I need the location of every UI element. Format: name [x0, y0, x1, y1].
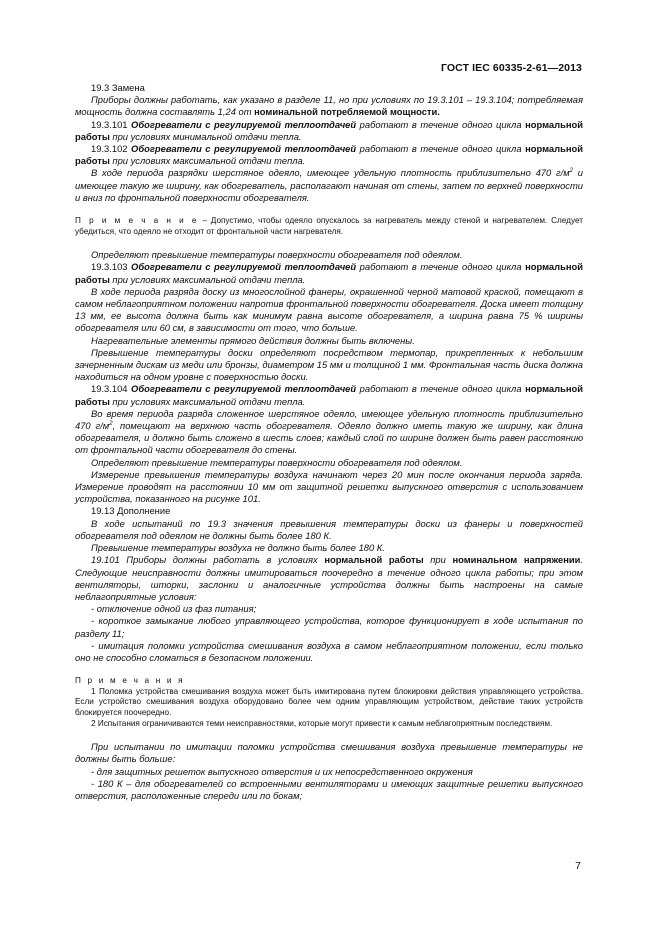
final-item: - 180 К – для обогревателей со встроенными вентиляторами и имеющих защитные решетки выпускного отверстия, расположенные спереди или по бокам;	[75, 777, 583, 801]
section-19-3-102	[75, 143, 583, 167]
text-fragment: при условиях максимальной отдачи тепла.	[109, 155, 306, 167]
section-19-3-103-pre: Определяют превышение температуры поверхности обогревателя под одеялом.	[91, 249, 463, 261]
section-19-3-103-thermocouples: Превышение температуры доски определяют посредством термопар, прикрепленных к небольшим зачерненным дискам из меди или бронзы, диаметром 15 мм и толщиной 1 мм. Фронтальная часть диска должна находиться на одном уровне с поверхностью доски.	[75, 346, 583, 383]
text-fragment: при условиях максимальной отдачи тепла.	[109, 273, 306, 285]
section-19-3-text	[75, 94, 583, 118]
text-fragment: и имеющее такую же ширину, как обогреватель, располагают начиная от стены, затем по верхней поверхности и вниз по фронтальной поверхности обогревателя.	[75, 167, 583, 203]
text-fragment: работают в течение одного цикла	[356, 261, 526, 273]
clause-number: 19.3.101	[91, 118, 132, 130]
section-19-3-104	[75, 383, 583, 407]
note-1	[75, 216, 583, 237]
text-fragment: потребляемая мощность должна составлять 1,24 от	[75, 94, 583, 118]
fault-item: - короткое замыкание любого управляющего устройства, которое функционирует в ходе испытания по разделу 11;	[75, 615, 583, 639]
term-bold: Обогреватели с регулируемой теплоотдачей	[131, 118, 357, 130]
term-bold: Обогреватели с регулируемой теплоотдачей	[131, 261, 357, 273]
clause-number: 19.3.104	[91, 383, 132, 395]
notes-2-label	[75, 676, 583, 687]
section-19-3-103	[75, 261, 583, 285]
text-fragment: , помещают на верхнюю часть обогревателя. Одеяло должно иметь такую же ширину, как длина обогревателя, и должно быть сложено в шесть слоев; каждый слой по ширине должен быть равен расстоянию от фронтальной части обогревателя до стены.	[75, 420, 583, 456]
note-label: П р и м е ч а н и е	[75, 216, 199, 226]
section-19-3-104-blanket	[75, 408, 583, 457]
superscript: 2	[569, 168, 573, 175]
section-19-13-title: 19.13 Дополнение	[91, 505, 171, 517]
document-body	[75, 82, 583, 802]
final-item: - для защитных решеток выпускного отверстия и их непосредственного окружения	[91, 765, 473, 777]
text-fragment: . Следующие неисправности должны имитироваться поочередно в течение одного цикла работы; при этом вентиляторы, шторки, заслонки и аналогичные устройства должны быть настроены на самые неблагоприятные условия:	[75, 554, 583, 602]
term-bold: нормальной работы	[75, 383, 583, 407]
section-19-13-text-1: В ходе испытаний по 19.3 значения превышения температуры доски из фанеры и поверхностей обогревателя под одеялом не должны быть более 180 К.	[75, 517, 583, 541]
term-bold: номинальной потребляемой мощности.	[254, 106, 440, 118]
page-number: 7	[575, 860, 581, 872]
text-fragment: работают в течение одного цикла	[356, 143, 526, 155]
section-19-13-text-2: Превышение температуры воздуха не должно быть более 180 К.	[91, 542, 385, 554]
text-fragment: 19.101 Приборы должны работать в условиях	[91, 554, 325, 566]
term-bold: нормальной работы	[75, 143, 583, 167]
note-item: 2 Испытания ограничиваются теми неисправностями, которые могут привести к самым неблагоприятным последствиям.	[91, 718, 553, 728]
term-bold: нормальной работы	[75, 261, 583, 285]
section-19-3-104-measure: Определяют превышение температуры поверхности обогревателя под одеялом.	[91, 456, 463, 468]
section-19-3-title: 19.3 Замена	[91, 82, 145, 93]
text-fragment: при условиях минимальной отдачи тепла.	[109, 130, 302, 142]
section-19-101	[75, 554, 583, 603]
section-19-3-103-elements: Нагревательные элементы прямого действия должны быть включены.	[91, 334, 415, 346]
section-19-3-102-blanket	[75, 167, 583, 204]
text-fragment: работают в течение одного цикла	[356, 118, 526, 130]
note-text: – Допустимо, чтобы одеяло опускалось за нагреватель между стеной и нагревателем. Следует убедиться, что одеяло не отходит от фронтальной части нагревателя.	[75, 216, 583, 236]
term-bold: Обогреватели с регулируемой теплоотдачей	[131, 143, 357, 155]
text-fragment: В ходе периода разрядки шерстяное одеяло, имеющее удельную плотность приблизительно 470 г/м	[91, 167, 570, 179]
term-bold: Обогреватели с регулируемой теплоотдачей	[131, 383, 357, 395]
text-fragment: работают в течение одного цикла	[356, 383, 526, 395]
section-19-3-103-board: В ходе периода разряда доску из многослойной фанеры, окрашенной черной матовой краской, помещают в самом неблагоприятном положении напротив фронтальной поверхности обогревателя. Доска имеет толщину 13 мм, ее высота должна быть как минимум равна высоте обогревателя, а ширина равна 75 % ширины обогревателя или 60 см, в зависимости от того, что больше.	[75, 285, 583, 334]
text-fragment: Приборы должны работать, как указано в разделе 11, но при условиях по 19.3.101 – 19.3.104;	[91, 94, 515, 106]
term-bold: нормальной работы	[324, 554, 424, 566]
term-bold: номинальном напряжении	[452, 554, 581, 566]
section-19-3-104-air: Измерение превышения температуры воздуха начинают через 20 мин после окончания периода заряда. Измерение проводят на расстоянии 10 мм от защитной решетки выпускного отверстия с использованием устройства, показанного на рисунке 101.	[75, 468, 583, 505]
text-fragment: при	[423, 554, 453, 566]
note-label: П р и м е ч а н и я	[75, 676, 185, 686]
superscript: 2	[109, 420, 113, 427]
clause-number: 19.3.103	[91, 261, 132, 273]
fault-item: - имитация поломки устройства смешивания воздуха в самом неблагоприятном положении, если только оно не способно сломаться в безопасном положении.	[75, 639, 583, 663]
text-fragment: Во время периода разряда сложенное шерстяное одеяло, имеющее удельную плотность приблизительно 470 г/м	[75, 407, 583, 432]
section-19-3-101	[75, 119, 583, 143]
fault-item: - отключение одной из фаз питания;	[91, 603, 257, 615]
standard-header: ГОСТ IEC 60335-2-61—2013	[440, 62, 582, 74]
term-bold: нормальной работы	[75, 118, 583, 142]
note-item: 1 Поломка устройства смешивания воздуха может быть имитирована путем блокировки действия управляющего устройства. Если устройство смешивания воздуха оборудовано более чем одним управляющим устройством, действие таких устройств блокируется поочередно.	[75, 686, 583, 717]
clause-number: 19.3.102	[91, 143, 132, 155]
text-fragment: при условиях максимальной отдачи тепла.	[109, 395, 306, 407]
final-paragraph: При испытании по имитации поломки устройства смешивания воздуха превышение температуры не должны быть больше:	[75, 741, 583, 765]
